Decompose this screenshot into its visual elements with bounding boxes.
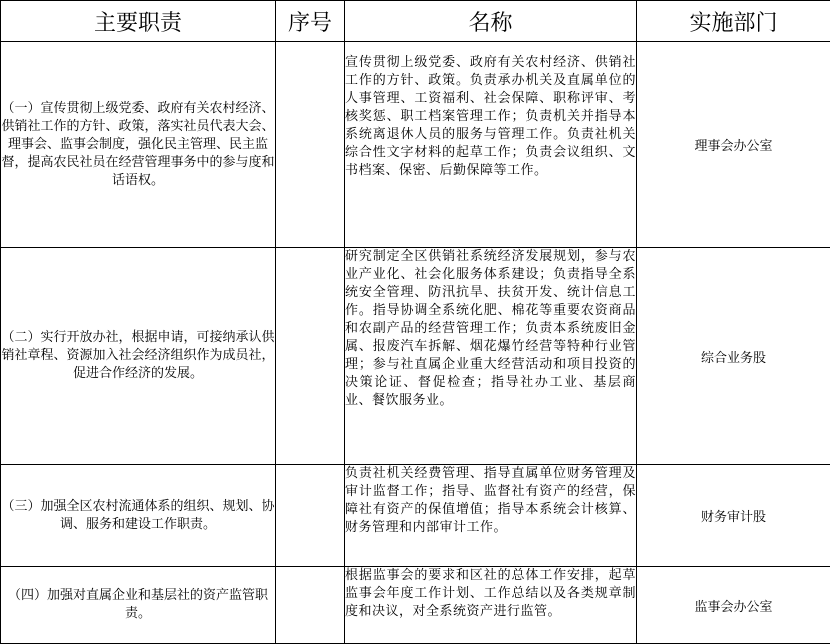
dept-cell: 监事会办公室 [637, 567, 830, 644]
table-row [1, 567, 830, 644]
table-row [1, 248, 830, 465]
table-row [1, 465, 830, 567]
duty-cell: （四）加强对直属企业和基层社的资产监管职责。 [1, 567, 276, 644]
name-cell [345, 42, 637, 248]
table-row [1, 42, 830, 248]
name-cell: 研究制定全区供销社系统经济发展规划，参与农业产业化、社会化服务体系建设；负责指导全系统安全管理、防汛抗旱、扶贫开发、统计信息工作。指导协调全系统化肥、棉花等重要农资商品和农副产品的经营管理工作；负责本系统废旧金属、报废汽车拆解、烟花爆竹经营等特种行业管理；参与社直属企业重大经营活动和项目投资的决策论证、督促检查；指导社办工业、基层商业、餐饮服务业。 [345, 248, 637, 465]
seq-cell [276, 248, 345, 465]
header-name: 名称 [345, 1, 637, 42]
duty-cell: （三）加强全区农村流通体系的组织、规划、协调、服务和建设工作职责。 [1, 465, 276, 567]
header-row [1, 1, 830, 42]
duty-cell: （一）宣传贯彻上级党委、政府有关农村经济、供销社工作的方针、政策，落实社员代表大会、理事会、监事会制度，强化民主管理、民主监督，提高农民社员在经营管理事务中的参与度和话语权。 [1, 42, 276, 248]
name-text: 宣传贯彻上级党委、政府有关农村经济、供销社工作的方针、政策。负责承办机关及直属单位的人事管理、工资福利、社会保障、职称评审、考核奖惩、职工档案管理工作；负责机关并指导本系统离退休人员的服务与管理工作。负责社机关综合性文字材料的起草工作；负责会议组织、文书档案、保密、后勤保障等工作。 [345, 42, 636, 180]
name-cell: 负责社机关经费管理、指导直属单位财务管理及审计监督工作；指导、监督社有资产的经营，保障社有资产的保值增值；指导本系统会计核算、财务管理和内部审计工作。 [345, 465, 637, 567]
name-cell: 根据监事会的要求和区社的总体工作安排，起草监事会年度工作计划、工作总结以及各类规章制度和决议，对全系统资产进行监管。 [345, 567, 637, 644]
duty-cell: （二）实行开放办社，根据申请，可接纳承认供销社章程、资源加入社会经济组织作为成员社，促进合作经济的发展。 [1, 248, 276, 465]
seq-cell [276, 465, 345, 567]
header-dept: 实施部门 [637, 1, 830, 42]
dept-cell: 理事会办公室 [637, 42, 830, 248]
dept-cell: 综合业务股 [637, 248, 830, 465]
seq-cell [276, 42, 345, 248]
header-seq: 序号 [276, 1, 345, 42]
dept-cell: 财务审计股 [637, 465, 830, 567]
seq-cell [276, 567, 345, 644]
header-duty: 主要职责 [1, 1, 276, 42]
